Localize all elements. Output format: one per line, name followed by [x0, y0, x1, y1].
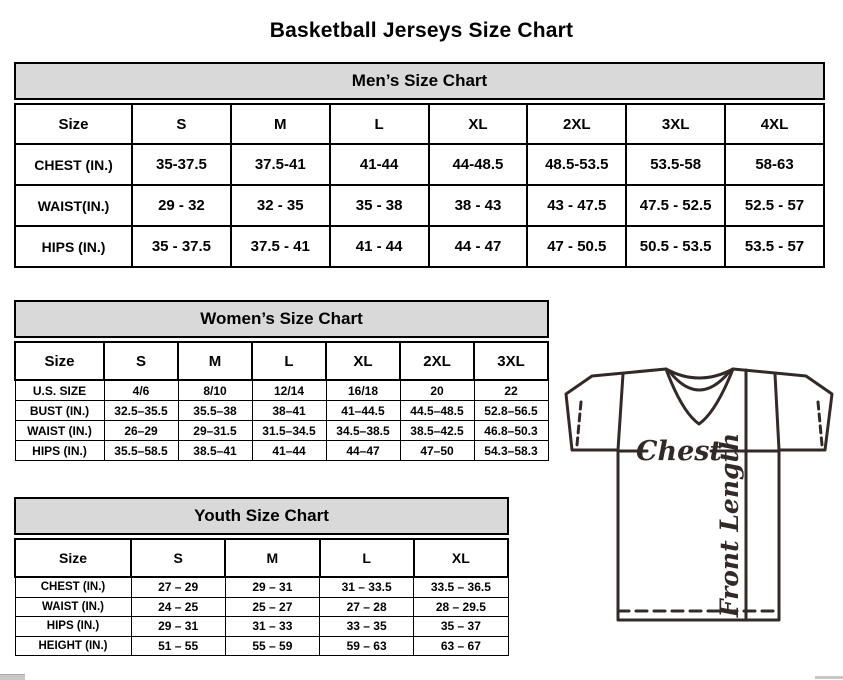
measurement-row — [15, 617, 508, 637]
measurement-value-cell: 52.5 - 57 — [725, 185, 824, 226]
youth-section-title: Youth Size Chart — [194, 506, 329, 525]
womens-section-title: Women’s Size Chart — [200, 309, 363, 328]
size-column-header: 3XL — [626, 104, 725, 144]
horizontal-scrollbar-fragment-left[interactable] — [0, 674, 25, 680]
measurement-value-cell: 38.5–42.5 — [400, 421, 474, 441]
measurement-value-cell: 26–29 — [104, 421, 178, 441]
measurement-value-cell: 44 - 47 — [429, 226, 528, 267]
measurement-value-cell: 33.5 – 36.5 — [414, 577, 508, 597]
measurement-value-cell: 41-44 — [330, 144, 429, 185]
measurement-value-cell: 32 - 35 — [231, 185, 330, 226]
size-corner-header: Size — [15, 342, 104, 380]
jersey-body-outline — [566, 369, 832, 620]
measurement-value-cell: 50.5 - 53.5 — [626, 226, 725, 267]
measurement-row — [15, 421, 548, 441]
measurement-value-cell: 31 – 33.5 — [320, 577, 414, 597]
measurement-value-cell: 38–41 — [252, 401, 326, 421]
chest-measure-label: Chest — [636, 436, 722, 467]
size-column-header: XL — [326, 342, 400, 380]
measurement-value-cell: 4/6 — [104, 380, 178, 401]
measurement-row — [15, 597, 508, 617]
measurement-value-cell: 34.5–38.5 — [326, 421, 400, 441]
size-header-row — [15, 104, 824, 144]
measurement-row-label: WAIST (IN.) — [15, 597, 131, 617]
size-header-row — [15, 539, 508, 577]
womens-size-table — [14, 341, 549, 461]
size-header-row — [15, 342, 548, 380]
size-corner-header: Size — [15, 104, 132, 144]
measurement-row-label: WAIST (IN.) — [15, 421, 104, 441]
measurement-row-label: CHEST (IN.) — [15, 577, 131, 597]
measurement-value-cell: 37.5-41 — [231, 144, 330, 185]
front-length-measure-label: Front Length — [715, 432, 744, 618]
measurement-value-cell: 29–31.5 — [178, 421, 252, 441]
measurement-value-cell: 12/14 — [252, 380, 326, 401]
measurement-value-cell: 22 — [474, 380, 548, 401]
size-column-header: 2XL — [527, 104, 626, 144]
measurement-value-cell: 38.5–41 — [178, 441, 252, 461]
size-column-header: L — [320, 539, 414, 577]
jersey-measurement-diagram — [556, 360, 843, 660]
measurement-value-cell: 16/18 — [326, 380, 400, 401]
measurement-value-cell: 29 – 31 — [131, 617, 225, 637]
measurement-value-cell: 25 – 27 — [225, 597, 319, 617]
measurement-value-cell: 44-48.5 — [429, 144, 528, 185]
size-column-header: S — [131, 539, 225, 577]
measurement-value-cell: 35 – 37 — [414, 617, 508, 637]
measurement-value-cell: 58-63 — [725, 144, 824, 185]
measurement-row — [15, 636, 508, 656]
measurement-value-cell: 35 - 38 — [330, 185, 429, 226]
measurement-value-cell: 51 – 55 — [131, 636, 225, 656]
size-column-header: 3XL — [474, 342, 548, 380]
measurement-value-cell: 47.5 - 52.5 — [626, 185, 725, 226]
measurement-value-cell: 52.8–56.5 — [474, 401, 548, 421]
measurement-value-cell: 54.3–58.3 — [474, 441, 548, 461]
measurement-value-cell: 53.5-58 — [626, 144, 725, 185]
measurement-row — [15, 185, 824, 226]
measurement-row — [15, 380, 548, 401]
jersey-outline-drawing — [556, 360, 843, 660]
size-corner-header: Size — [15, 539, 131, 577]
size-column-header: M — [225, 539, 319, 577]
measurement-value-cell: 33 – 35 — [320, 617, 414, 637]
measurement-value-cell: 27 – 29 — [131, 577, 225, 597]
measurement-value-cell: 8/10 — [178, 380, 252, 401]
measurement-row-label: HEIGHT (IN.) — [15, 636, 131, 656]
measurement-value-cell: 41–44.5 — [326, 401, 400, 421]
measurement-value-cell: 55 – 59 — [225, 636, 319, 656]
measurement-value-cell: 48.5-53.5 — [527, 144, 626, 185]
size-column-header: M — [231, 104, 330, 144]
measurement-row — [15, 401, 548, 421]
mens-section-title: Men’s Size Chart — [351, 71, 488, 90]
measurement-value-cell: 41 - 44 — [330, 226, 429, 267]
measurement-value-cell: 35-37.5 — [132, 144, 231, 185]
size-column-header: XL — [429, 104, 528, 144]
measurement-value-cell: 63 – 67 — [414, 636, 508, 656]
womens-size-chart-section — [14, 300, 549, 461]
measurement-value-cell: 35.5–38 — [178, 401, 252, 421]
measurement-value-cell: 29 – 31 — [225, 577, 319, 597]
size-column-header: L — [252, 342, 326, 380]
size-column-header: L — [330, 104, 429, 144]
measurement-row-label: HIPS (IN.) — [15, 441, 104, 461]
mens-section-header — [14, 62, 825, 100]
measurement-row-label: BUST (IN.) — [15, 401, 104, 421]
size-column-header: 2XL — [400, 342, 474, 380]
size-column-header: M — [178, 342, 252, 380]
measurement-value-cell: 59 – 63 — [320, 636, 414, 656]
measurement-value-cell: 46.8–50.3 — [474, 421, 548, 441]
measurement-value-cell: 29 - 32 — [132, 185, 231, 226]
measurement-value-cell: 32.5–35.5 — [104, 401, 178, 421]
measurement-value-cell: 53.5 - 57 — [725, 226, 824, 267]
measurement-row-label: HIPS (IN.) — [15, 226, 132, 267]
mens-size-chart-section — [14, 62, 825, 268]
measurement-row — [15, 144, 824, 185]
measurement-row-label: U.S. SIZE — [15, 380, 104, 401]
measurement-value-cell: 35.5–58.5 — [104, 441, 178, 461]
mens-size-table — [14, 103, 825, 268]
measurement-value-cell: 35 - 37.5 — [132, 226, 231, 267]
womens-section-header — [14, 300, 549, 338]
measurement-row-label: HIPS (IN.) — [15, 617, 131, 637]
measurement-value-cell: 28 – 29.5 — [414, 597, 508, 617]
measurement-row — [15, 577, 508, 597]
measurement-value-cell: 31 – 33 — [225, 617, 319, 637]
measurement-value-cell: 41–44 — [252, 441, 326, 461]
size-column-header: S — [132, 104, 231, 144]
size-column-header: S — [104, 342, 178, 380]
measurement-value-cell: 43 - 47.5 — [527, 185, 626, 226]
measurement-value-cell: 44.5–48.5 — [400, 401, 474, 421]
measurement-value-cell: 37.5 - 41 — [231, 226, 330, 267]
measurement-value-cell: 44–47 — [326, 441, 400, 461]
measurement-value-cell: 24 – 25 — [131, 597, 225, 617]
measurement-row — [15, 226, 824, 267]
measurement-value-cell: 38 - 43 — [429, 185, 528, 226]
youth-size-chart-section — [14, 497, 509, 656]
measurement-value-cell: 31.5–34.5 — [252, 421, 326, 441]
size-column-header: XL — [414, 539, 508, 577]
measurement-row-label: WAIST(IN.) — [15, 185, 132, 226]
page-title: Basketball Jerseys Size Chart — [269, 19, 574, 43]
youth-size-table — [14, 538, 509, 656]
measurement-row — [15, 441, 548, 461]
measurement-value-cell: 47–50 — [400, 441, 474, 461]
measurement-value-cell: 27 – 28 — [320, 597, 414, 617]
measurement-value-cell: 47 - 50.5 — [527, 226, 626, 267]
youth-section-header — [14, 497, 509, 535]
measurement-value-cell: 20 — [400, 380, 474, 401]
size-column-header: 4XL — [725, 104, 824, 144]
measurement-row-label: CHEST (IN.) — [15, 144, 132, 185]
